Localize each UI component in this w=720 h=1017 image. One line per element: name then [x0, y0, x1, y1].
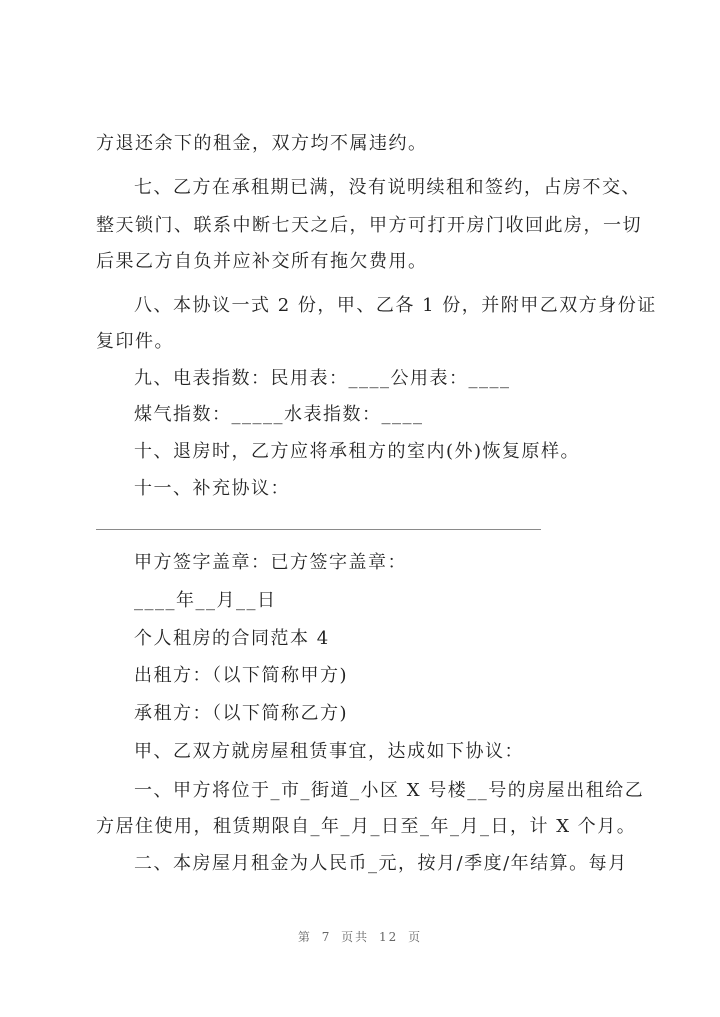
- signature-line: 甲方签字盖章：已方签字盖章：: [134, 552, 407, 573]
- lessor-line: 出租方：（以下简称甲方): [134, 665, 349, 686]
- supplement-blank-line: [96, 529, 541, 530]
- clause-9-meter-line: 九、电表指数：民用表：____公用表：____: [134, 368, 511, 389]
- clause-11-heading: 十一、补充协议：: [134, 478, 290, 499]
- clause-8-line-1: 八、本协议一式 2 份，甲、乙各 1 份，并附甲乙双方身份证: [134, 295, 657, 316]
- clause-8-line-2: 复印件。: [96, 331, 174, 352]
- article-2-line-1: 二、本房屋月租金为人民币_元，按月/季度/年结算。每月: [134, 853, 628, 874]
- date-line: ____年__月__日: [134, 590, 277, 611]
- page-number-footer: 第 7 页共 12 页: [297, 930, 423, 944]
- clause-9-gas-line: 煤气指数：_____水表指数：____: [134, 404, 424, 425]
- article-1-line-2: 方居住使用，租赁期限自_年_月_日至_年_月_日，计 X 个月。: [96, 816, 637, 837]
- clause-7-line-2: 整天锁门、联系中断七天之后，甲方可打开房门收回此房，一切: [96, 215, 642, 236]
- clause-10-line: 十、退房时，乙方应将承租方的室内(外)恢复原样。: [134, 441, 581, 462]
- lessee-line: 承租方：（以下简称乙方): [134, 703, 349, 724]
- article-1-line-1: 一、甲方将位于_市_街道_小区 X 号楼__号的房屋出租给乙: [134, 780, 645, 801]
- text-line-1: 方退还余下的租金，双方均不属违约。: [96, 133, 428, 154]
- agreement-intro: 甲、乙双方就房屋租赁事宜，达成如下协议：: [134, 741, 524, 762]
- clause-7-line-1: 七、乙方在承租期已满，没有说明续租和签约，占房不交、: [134, 177, 641, 198]
- clause-7-line-3: 后果乙方自负并应补交所有拖欠费用。: [96, 251, 428, 272]
- contract-title: 个人租房的合同范本 4: [134, 628, 330, 649]
